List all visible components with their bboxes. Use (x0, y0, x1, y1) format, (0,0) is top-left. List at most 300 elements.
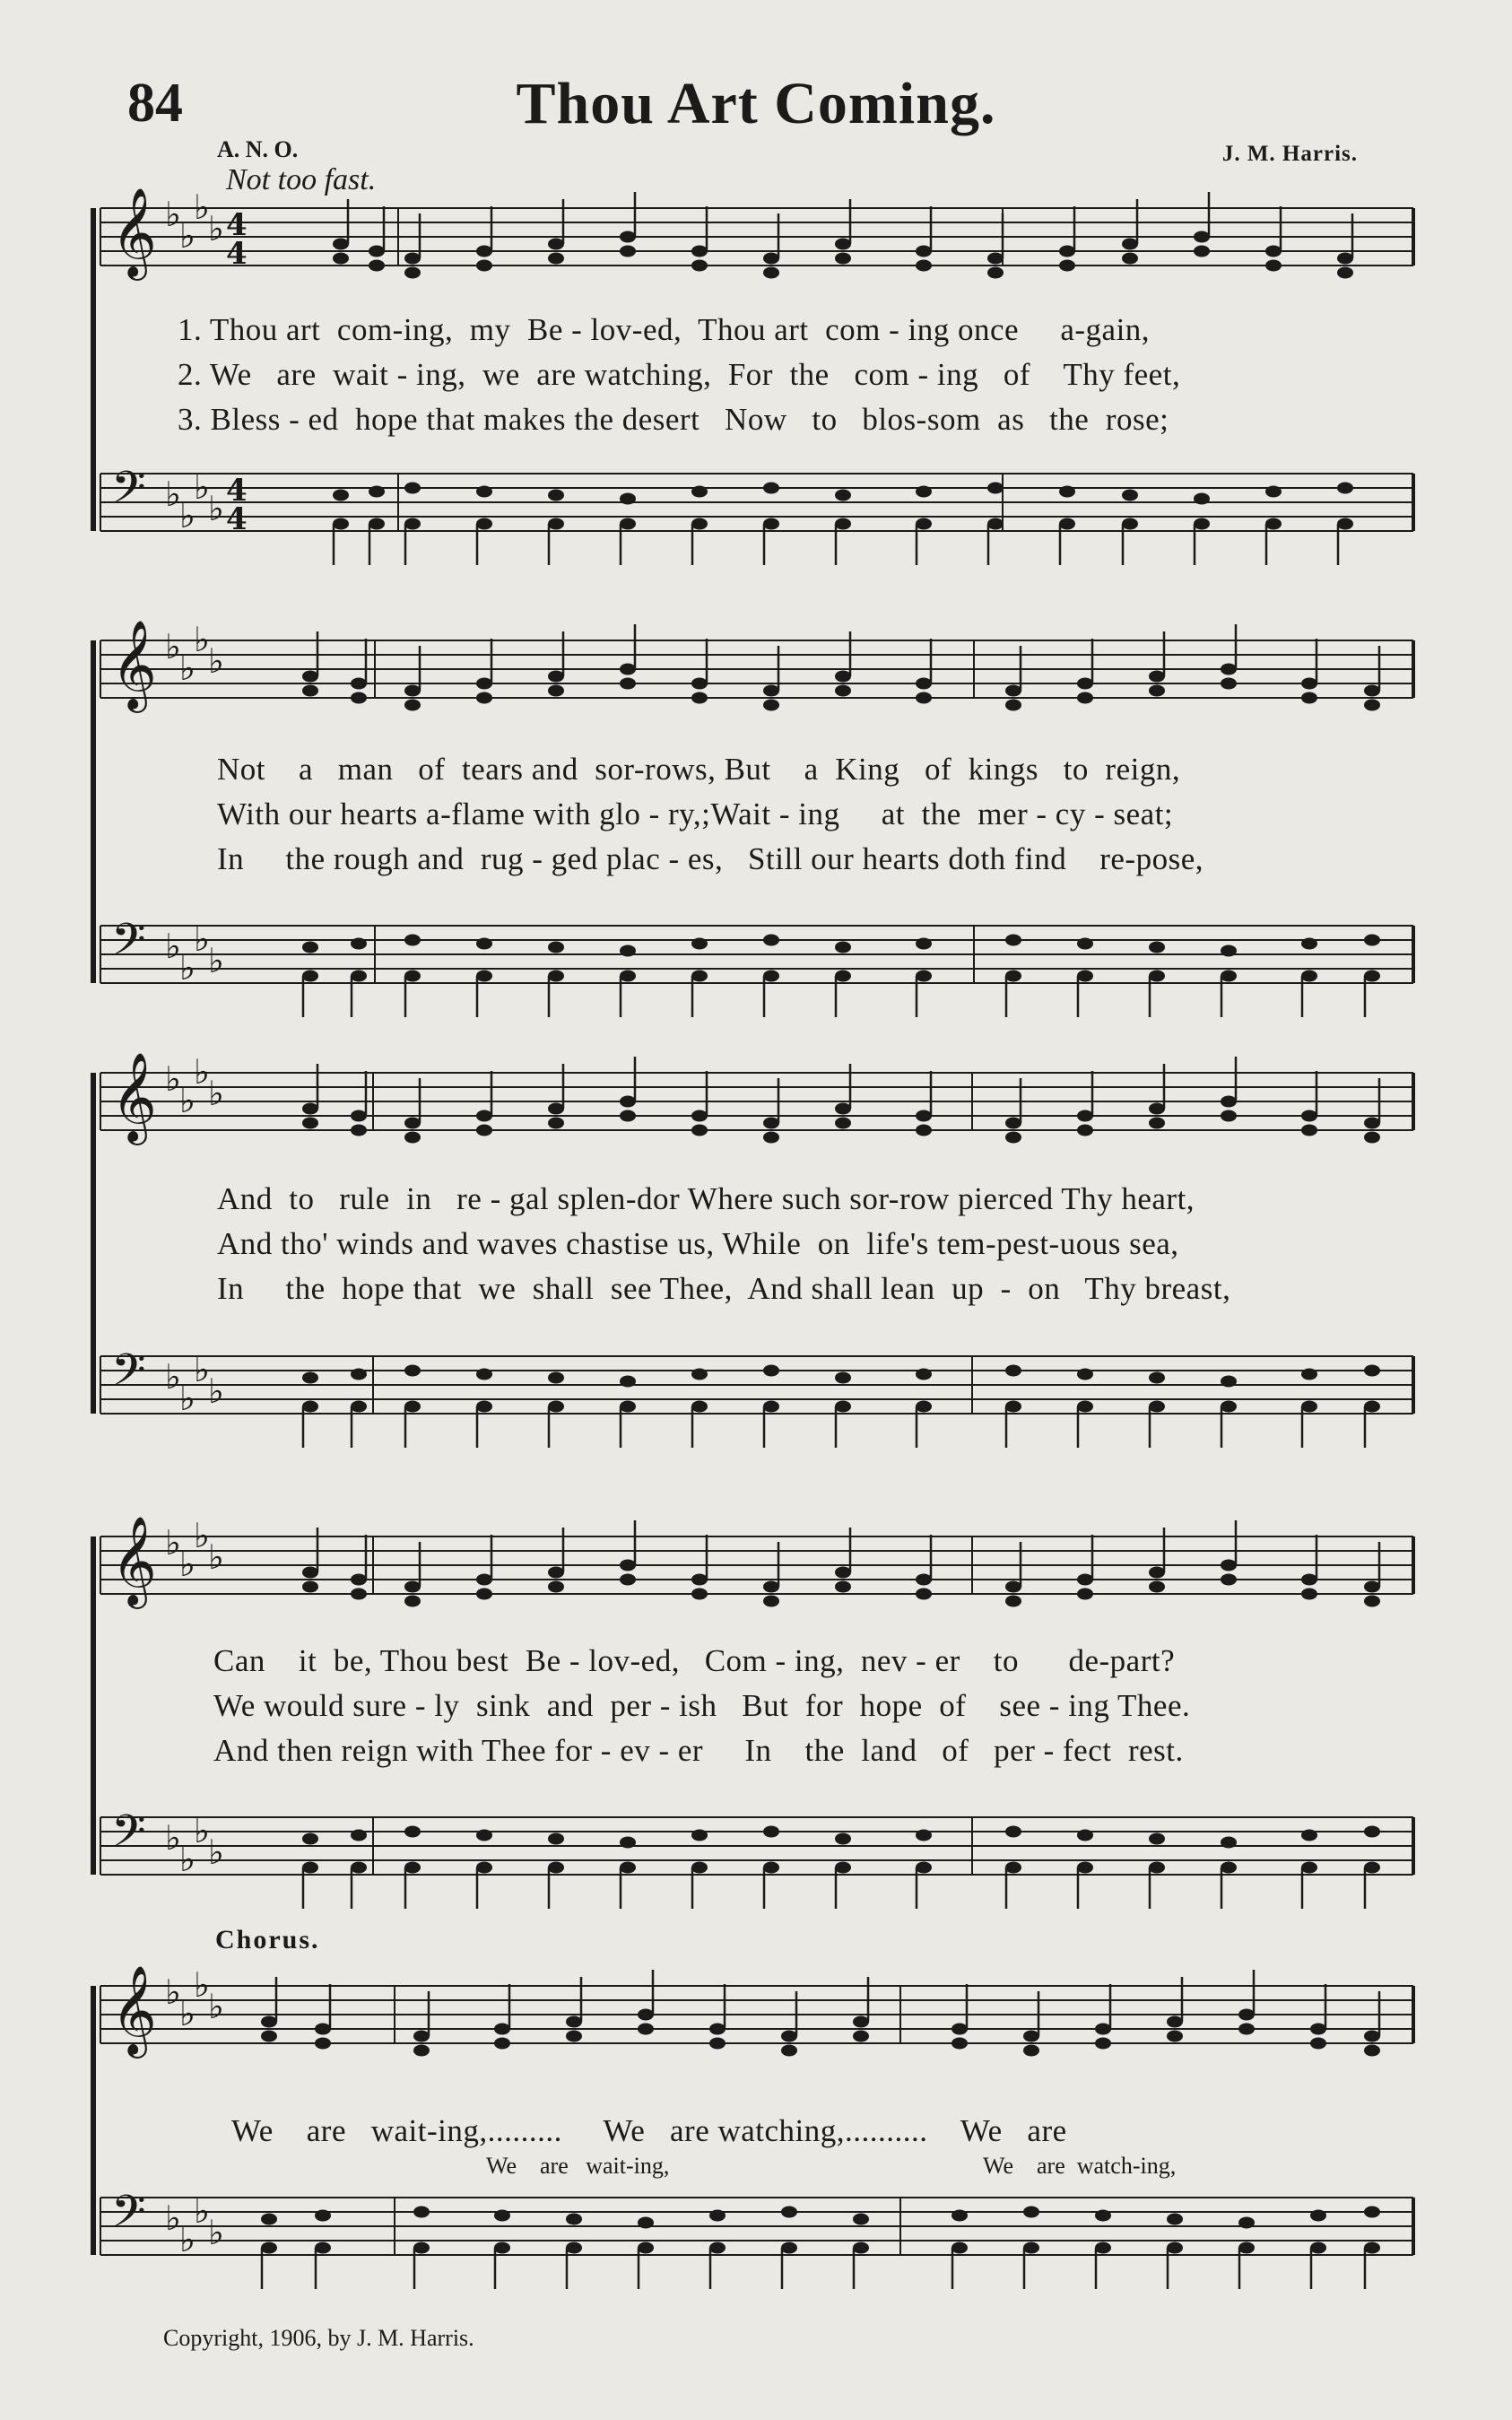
flat-sign: ♭ (194, 919, 210, 959)
bass-clef: 𝄢 (111, 2186, 146, 2249)
flat-sign: ♭ (194, 620, 210, 659)
note-head (404, 1118, 421, 1129)
note-head (1122, 490, 1138, 501)
note-head (835, 942, 851, 953)
note-head (691, 1110, 708, 1122)
note-head (763, 1401, 779, 1413)
note-head (1095, 2242, 1111, 2254)
note-head (1364, 1862, 1380, 1874)
lyric-line: Can it be, Thou best Be - lov-ed, Com - ing, nev - er to de-part? (213, 1643, 1176, 1678)
note-head (1265, 486, 1282, 498)
note-head (351, 938, 367, 950)
note-head (1005, 1118, 1021, 1129)
lyric-line: With our hearts a-flame with glo - ry,;Wait - ing at the mer - cy - seat; (217, 797, 1174, 831)
note-head (691, 1574, 708, 1586)
note-head (476, 678, 492, 690)
note-head (916, 1589, 932, 1600)
flat-sign: ♭ (208, 1074, 224, 1113)
note-head (261, 2031, 277, 2042)
note-head (476, 1125, 492, 1136)
lyric-line: 3. Bless - ed hope that makes the desert Now to blos-som as the rose; (178, 402, 1169, 437)
note-head (404, 1365, 421, 1377)
flat-sign: ♭ (194, 1516, 210, 1555)
note-head (1301, 1125, 1317, 1136)
bass-clef: 𝄢 (111, 462, 146, 525)
note-head (620, 971, 636, 982)
note-head (916, 1401, 932, 1413)
note-head (916, 1862, 932, 1874)
note-head (494, 2242, 510, 2254)
note-head (1122, 239, 1138, 250)
note-head (1364, 1132, 1380, 1144)
note-head (302, 1862, 318, 1874)
note-head (369, 486, 385, 498)
note-head (476, 1401, 492, 1413)
note-head (691, 1862, 708, 1874)
note-head (548, 1833, 564, 1845)
note-head (1301, 1110, 1317, 1122)
note-head (1005, 1826, 1021, 1838)
flat-sign: ♭ (165, 1059, 181, 1099)
note-head (548, 1567, 564, 1579)
note-head (548, 1372, 564, 1384)
note-head (404, 253, 421, 265)
note-head (476, 1369, 492, 1380)
treble-clef: 𝄞 (111, 1965, 157, 2055)
note-head (835, 1833, 851, 1845)
note-head (1059, 486, 1075, 498)
lyric-line: In the hope that we shall see Thee, And shall lean up - on Thy breast, (217, 1271, 1231, 1306)
note-head (916, 971, 932, 982)
note-head (1364, 2242, 1380, 2254)
note-head (1005, 685, 1021, 697)
flat-sign: ♭ (194, 1965, 210, 2005)
note-head (413, 2031, 430, 2042)
note-head (1364, 935, 1380, 946)
bass-clef: 𝄢 (111, 1806, 146, 1868)
note-head (620, 231, 636, 243)
note-head (548, 942, 564, 953)
note-head (369, 518, 385, 530)
note-head (302, 671, 318, 683)
note-head (1149, 685, 1165, 697)
note-head (1221, 1862, 1237, 1874)
note-head (1310, 2038, 1326, 2050)
note-head (315, 2024, 331, 2035)
note-head (1301, 971, 1317, 982)
flat-sign: ♭ (165, 927, 181, 966)
note-head (1122, 518, 1138, 530)
note-head (691, 518, 708, 530)
note-head (835, 685, 851, 697)
note-head (1337, 253, 1353, 265)
lyric-line: 2. We are wait - ing, we are watching, For the com - ing of Thy feet, (178, 357, 1181, 392)
note-head (853, 2016, 869, 2028)
flat-sign: ♭ (179, 2220, 196, 2259)
bass-lyric: We are wait-ing, (486, 2153, 670, 2179)
bass-lyric: We are watch-ing, (983, 2153, 1177, 2179)
note-head (404, 700, 421, 711)
flat-sign: ♭ (165, 1357, 181, 1397)
note-head (476, 246, 492, 257)
note-head (1167, 2031, 1183, 2042)
note-head (987, 267, 1004, 279)
note-head (1059, 246, 1075, 257)
note-head (1221, 1837, 1237, 1849)
note-head (763, 1596, 779, 1607)
note-head (691, 938, 708, 950)
note-head (1301, 1369, 1317, 1380)
note-head (620, 1574, 636, 1586)
note-head (1337, 267, 1353, 279)
note-head (548, 239, 564, 250)
note-head (781, 2045, 797, 2057)
note-head (1077, 1574, 1093, 1586)
lyric-line: Not a man of tears and sor-rows, But a King of kings to reign, (217, 752, 1181, 787)
treble-clef: 𝄞 (111, 187, 157, 277)
flat-sign: ♭ (208, 2213, 224, 2252)
note-head (763, 935, 779, 946)
note-head (1149, 942, 1165, 953)
note-head (404, 483, 421, 494)
note-head (548, 1862, 564, 1874)
note-head (1364, 1401, 1380, 1413)
time-signature: 4 (226, 501, 248, 537)
note-head (404, 971, 421, 982)
note-head (1077, 971, 1093, 982)
note-head (835, 490, 851, 501)
note-head (1059, 518, 1075, 530)
note-head (1167, 2242, 1183, 2254)
note-head (369, 246, 385, 257)
note-head (916, 518, 932, 530)
note-head (1221, 1376, 1237, 1388)
note-head (404, 267, 421, 279)
note-head (548, 1401, 564, 1413)
flat-sign: ♭ (179, 1994, 196, 2033)
note-head (1221, 945, 1237, 957)
note-head (476, 938, 492, 950)
note-head (333, 253, 349, 265)
note-head (1364, 2031, 1380, 2042)
note-head (763, 483, 779, 494)
note-head (548, 1581, 564, 1593)
note-head (691, 1830, 708, 1841)
note-head (952, 2024, 968, 2035)
lyric-line: In the rough and rug - ged plac - es, Still our hearts doth find re-pose, (217, 841, 1204, 876)
note-head (620, 518, 636, 530)
note-head (620, 1560, 636, 1571)
note-head (1023, 2045, 1039, 2057)
note-head (1005, 1365, 1021, 1377)
note-head (302, 942, 318, 953)
note-head (620, 678, 636, 690)
note-head (691, 260, 708, 272)
note-head (1364, 1596, 1380, 1607)
note-head (620, 1096, 636, 1108)
note-head (1077, 1401, 1093, 1413)
note-head (916, 246, 932, 257)
note-head (638, 2217, 654, 2229)
note-head (404, 1862, 421, 1874)
note-head (369, 260, 385, 272)
note-head (691, 1401, 708, 1413)
note-head (1364, 685, 1380, 697)
note-head (763, 1118, 779, 1129)
note-head (916, 678, 932, 690)
note-head (1149, 671, 1165, 683)
note-head (1149, 1581, 1165, 1593)
note-head (952, 2038, 968, 2050)
note-head (1221, 1096, 1237, 1108)
note-head (1265, 518, 1282, 530)
note-head (916, 486, 932, 498)
note-head (1149, 1833, 1165, 1845)
note-head (1005, 1596, 1021, 1607)
treble-clef: 𝄞 (111, 620, 157, 709)
note-head (315, 2210, 331, 2222)
note-head (763, 267, 779, 279)
flat-sign: ♭ (208, 209, 224, 248)
note-head (494, 2210, 510, 2222)
note-head (413, 2045, 430, 2057)
flat-sign: ♭ (208, 941, 224, 980)
note-head (987, 253, 1004, 265)
flat-sign: ♭ (165, 474, 181, 514)
note-head (302, 1103, 318, 1115)
note-head (1301, 678, 1317, 690)
note-head (1194, 231, 1210, 243)
note-head (1364, 1581, 1380, 1593)
note-head (566, 2016, 582, 2028)
note-head (916, 1125, 932, 1136)
note-head (548, 671, 564, 683)
note-head (494, 2024, 510, 2035)
note-head (1059, 260, 1075, 272)
note-head (916, 1574, 932, 1586)
note-head (853, 2242, 869, 2254)
note-head (351, 1369, 367, 1380)
note-head (1077, 678, 1093, 690)
note-head (763, 518, 779, 530)
note-head (835, 1118, 851, 1129)
note-head (987, 483, 1004, 494)
note-head (620, 1110, 636, 1122)
note-head (1221, 678, 1237, 690)
note-head (709, 2024, 726, 2035)
note-head (916, 260, 932, 272)
note-head (1221, 1110, 1237, 1122)
page-number: 84 (127, 73, 183, 134)
time-signature: 4 (226, 473, 248, 509)
note-head (351, 1830, 367, 1841)
bass-clef: 𝄢 (111, 914, 146, 977)
note-head (763, 253, 779, 265)
note-head (691, 971, 708, 982)
note-head (1337, 518, 1353, 530)
flat-sign: ♭ (165, 1818, 181, 1858)
note-head (1005, 935, 1021, 946)
note-head (566, 2242, 582, 2254)
time-signature: 4 (226, 207, 248, 243)
note-head (1238, 2009, 1255, 2021)
note-head (1301, 692, 1317, 704)
note-head (1167, 2214, 1183, 2225)
note-head (781, 2242, 797, 2254)
lyric-line: We would sure - ly sink and per - ish But for hope of see - ing Thee. (213, 1688, 1191, 1723)
lyric-line: We are wait-ing,......... We are watching,.......... We are (231, 2113, 1067, 2148)
note-head (1005, 1862, 1021, 1874)
note-head (333, 518, 349, 530)
flat-sign: ♭ (208, 1371, 224, 1411)
note-head (1005, 1132, 1021, 1144)
note-head (1221, 971, 1237, 982)
flat-sign: ♭ (179, 1081, 196, 1120)
note-head (620, 1837, 636, 1849)
note-head (620, 945, 636, 957)
note-head (476, 486, 492, 498)
note-head (835, 1862, 851, 1874)
note-head (1310, 2210, 1326, 2222)
author-credit: A. N. O. (217, 136, 299, 162)
note-head (835, 518, 851, 530)
note-head (691, 692, 708, 704)
note-head (351, 678, 367, 690)
flat-sign: ♭ (194, 467, 210, 507)
note-head (404, 1132, 421, 1144)
copyright-notice: Copyright, 1906, by J. M. Harris. (163, 2325, 474, 2351)
note-head (548, 1103, 564, 1115)
note-head (620, 1862, 636, 1874)
note-head (302, 1567, 318, 1579)
note-head (413, 2242, 430, 2254)
note-head (548, 1118, 564, 1129)
note-head (1194, 493, 1210, 505)
note-head (1122, 253, 1138, 265)
note-head (1310, 2024, 1326, 2035)
note-head (763, 1581, 779, 1593)
note-head (1337, 483, 1353, 494)
time-signature: 4 (226, 236, 248, 272)
note-head (261, 2214, 277, 2225)
chorus-label: Chorus. (215, 1925, 320, 1954)
note-head (835, 1103, 851, 1115)
note-head (1149, 1103, 1165, 1115)
note-head (1310, 2242, 1326, 2254)
note-head (333, 239, 349, 250)
note-head (763, 971, 779, 982)
note-head (1077, 1110, 1093, 1122)
flat-sign: ♭ (194, 187, 210, 227)
note-head (763, 700, 779, 711)
note-head (302, 1833, 318, 1845)
note-head (351, 1574, 367, 1586)
note-head (315, 2038, 331, 2050)
note-head (1149, 1862, 1165, 1874)
note-head (1265, 246, 1282, 257)
note-head (691, 1589, 708, 1600)
note-head (566, 2214, 582, 2225)
note-head (1221, 1560, 1237, 1571)
note-head (1301, 1830, 1317, 1841)
note-head (763, 1365, 779, 1377)
hymn-title: Thou Art Coming. (516, 71, 996, 136)
note-head (302, 1372, 318, 1384)
note-head (952, 2242, 968, 2254)
note-head (763, 1132, 779, 1144)
note-head (763, 1826, 779, 1838)
note-head (476, 1110, 492, 1122)
note-head (835, 971, 851, 982)
tempo-marking: Not too fast. (226, 163, 377, 196)
lyric-line: 1. Thou art com-ing, my Be - lov-ed, Thou art com - ing once a-gain, (178, 312, 1151, 347)
note-head (351, 1862, 367, 1874)
note-head (1077, 1830, 1093, 1841)
note-head (494, 2038, 510, 2050)
note-head (1149, 971, 1165, 982)
note-head (302, 1581, 318, 1593)
note-head (1238, 2024, 1255, 2035)
composer-credit: J. M. Harris. (1221, 142, 1358, 166)
note-head (691, 486, 708, 498)
note-head (548, 518, 564, 530)
note-head (638, 2242, 654, 2254)
note-head (351, 692, 367, 704)
note-head (476, 1830, 492, 1841)
note-head (620, 493, 636, 505)
note-head (548, 971, 564, 982)
note-head (404, 1401, 421, 1413)
bass-clef: 𝄢 (111, 1345, 146, 1407)
note-head (1077, 938, 1093, 950)
note-head (404, 685, 421, 697)
flat-sign: ♭ (165, 2198, 181, 2238)
note-head (351, 1401, 367, 1413)
note-head (1301, 1401, 1317, 1413)
note-head (620, 664, 636, 675)
note-head (1077, 1125, 1093, 1136)
note-head (1095, 2024, 1111, 2035)
note-head (548, 490, 564, 501)
note-head (1221, 1574, 1237, 1586)
note-head (1364, 2045, 1380, 2057)
note-head (763, 1862, 779, 1874)
flat-sign: ♭ (179, 1379, 196, 1418)
note-head (404, 518, 421, 530)
note-head (916, 1830, 932, 1841)
note-head (638, 2009, 654, 2021)
note-head (1364, 1118, 1380, 1129)
flat-sign: ♭ (194, 2191, 210, 2231)
flat-sign: ♭ (208, 489, 224, 528)
note-head (351, 1589, 367, 1600)
note-head (1194, 246, 1210, 257)
note-head (404, 1826, 421, 1838)
note-head (853, 2031, 869, 2042)
note-head (691, 246, 708, 257)
note-head (1221, 664, 1237, 675)
note-head (1077, 1369, 1093, 1380)
note-head (1149, 1401, 1165, 1413)
note-head (1149, 1567, 1165, 1579)
note-head (1301, 1862, 1317, 1874)
note-head (835, 1567, 851, 1579)
note-head (1077, 692, 1093, 704)
treble-clef: 𝄞 (111, 1052, 157, 1142)
flat-sign: ♭ (179, 496, 196, 535)
note-head (835, 239, 851, 250)
note-head (315, 2242, 331, 2254)
